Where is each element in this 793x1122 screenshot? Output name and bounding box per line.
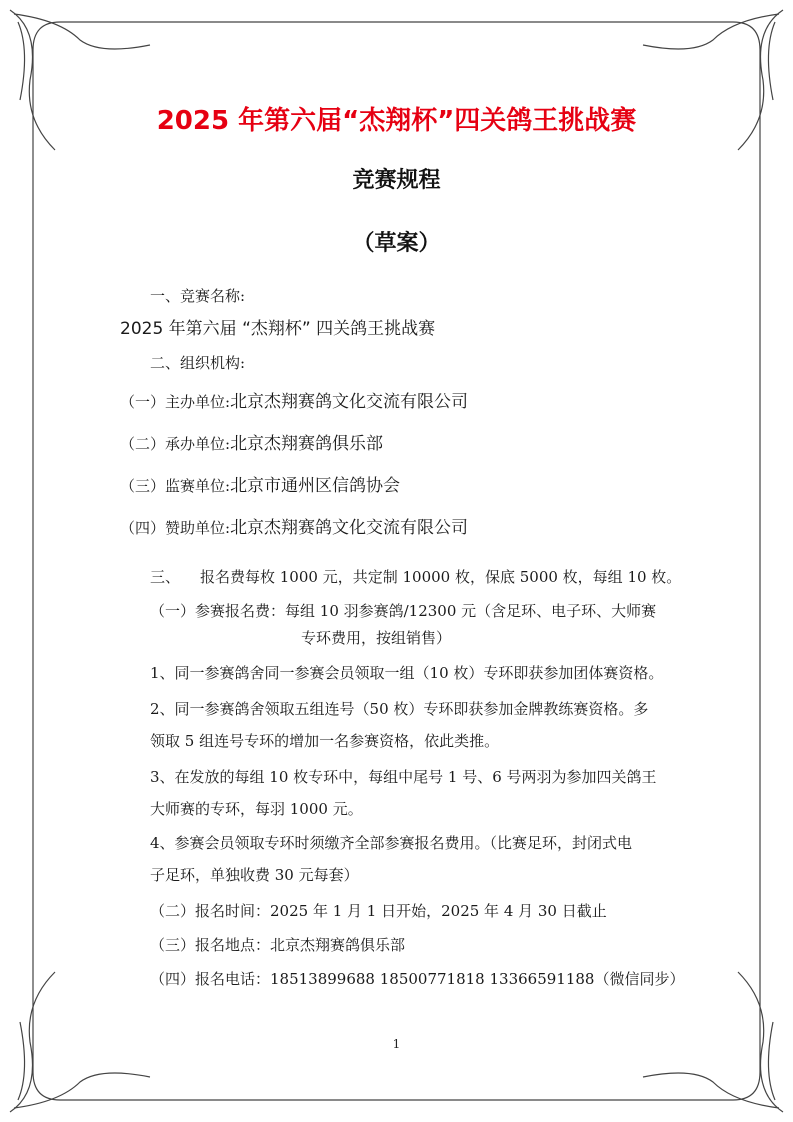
org-label: （三）监赛单位: bbox=[120, 477, 231, 495]
section-heading-name: 一、竞赛名称: bbox=[150, 287, 246, 305]
org-value: 北京杰翔赛鸽文化交流有限公司 bbox=[230, 392, 469, 412]
registration-place: （三）报名地点：北京杰翔赛鸽俱乐部 bbox=[150, 936, 406, 954]
org-row-supervisor bbox=[120, 471, 400, 496]
draft-label: （草案） bbox=[352, 231, 441, 256]
org-value: 北京市通州区信鸽协会 bbox=[230, 476, 401, 496]
org-row-organizer bbox=[120, 429, 383, 454]
rule-4-line-2: 子足环，单独收费 30 元每套） bbox=[150, 866, 359, 884]
registration-time: （二）报名时间：2025 年 1 月 1 日开始，2025 年 4 月 30 日截止 bbox=[150, 902, 607, 920]
org-value: 北京杰翔赛鸽俱乐部 bbox=[230, 434, 384, 454]
fee-line-2: 专环费用，按组销售） bbox=[301, 629, 452, 647]
section3-number: 三、 bbox=[150, 568, 181, 586]
sub-title: 竞赛规程 bbox=[352, 168, 441, 193]
competition-name: 2025 年第六届 “杰翔杯” 四关鸽王挑战赛 bbox=[120, 319, 436, 339]
main-title: 2025 年第六届“杰翔杯”四关鸽王挑战赛 bbox=[156, 106, 637, 136]
rule-3-line-2: 大师赛的专环，每羽 1000 元。 bbox=[150, 800, 363, 818]
rule-4-line-1: 4、参赛会员领取专环时须缴齐全部参赛报名费用。（比赛足环，封闭式电 bbox=[150, 834, 633, 852]
org-value: 北京杰翔赛鸽文化交流有限公司 bbox=[230, 518, 469, 538]
org-label: （二）承办单位: bbox=[120, 435, 231, 453]
fee-intro: 报名费每枚 1000 元，共定制 10000 枚，保底 5000 枚，每组 10 枚。 bbox=[200, 568, 682, 586]
org-row-host bbox=[120, 387, 468, 412]
fee-line-1: （一）参赛报名费：每组 10 羽参赛鸽/12300 元（含足环、电子环、大师赛 bbox=[150, 602, 657, 620]
rule-2-line-1: 2、同一参赛鸽舍领取五组连号（50 枚）专环即获参加金牌教练赛资格。多 bbox=[150, 700, 649, 718]
rule-1: 1、同一参赛鸽舍同一参赛会员领取一组（10 枚）专环即获参加团体赛资格。 bbox=[150, 664, 664, 682]
org-label: （四）赞助单位: bbox=[120, 519, 231, 537]
rule-3-line-1: 3、在发放的每组 10 枚专环中，每组中尾号 1 号、6 号两羽为参加四关鸽王 bbox=[150, 768, 657, 786]
page-number: 1 bbox=[392, 1037, 401, 1051]
rule-2-line-2: 领取 5 组连号专环的增加一名参赛资格，依此类推。 bbox=[150, 732, 500, 750]
registration-phone: （四）报名电话：18513899688 18500771818 13366591188（微信同步） bbox=[150, 970, 685, 988]
org-row-sponsor bbox=[120, 513, 468, 538]
section-heading-org: 二、组织机构: bbox=[150, 354, 246, 372]
org-label: （一）主办单位: bbox=[120, 393, 231, 411]
